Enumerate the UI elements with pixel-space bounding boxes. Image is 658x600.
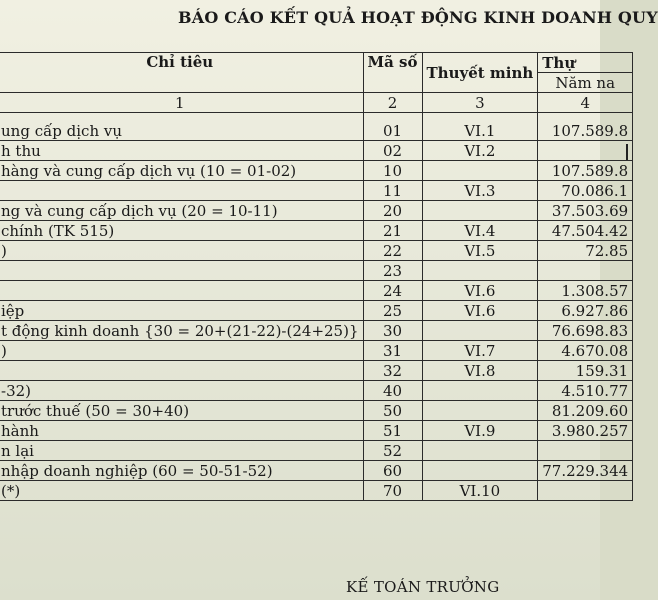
header-row <box>0 53 633 73</box>
code-cell: 70 <box>363 481 422 501</box>
table-row <box>0 241 633 261</box>
note-cell <box>422 201 538 221</box>
table-row <box>0 201 633 221</box>
indicator-cell <box>0 261 363 281</box>
column-number: 2 <box>363 93 422 113</box>
note-cell: VI.5 <box>422 241 538 261</box>
table-row <box>0 221 633 241</box>
table-row <box>0 321 633 341</box>
value-cell <box>538 441 633 461</box>
value-cell <box>538 141 633 161</box>
header-code: Mã số <box>363 53 422 93</box>
table-row <box>0 441 633 461</box>
code-cell: 02 <box>363 141 422 161</box>
note-cell: VI.3 <box>422 181 538 201</box>
note-cell <box>422 461 538 481</box>
indicator-cell: -32) <box>0 381 363 401</box>
indicator-cell <box>0 281 363 301</box>
value-cell: 4.670.08 <box>538 341 633 361</box>
note-cell <box>422 321 538 341</box>
table-row <box>0 301 633 321</box>
code-cell: 10 <box>363 161 422 181</box>
indicator-cell <box>0 361 363 381</box>
report-title: BÁO CÁO KẾT QUẢ HOẠT ĐỘNG KINH DOANH QUY <box>178 8 658 27</box>
note-cell: VI.8 <box>422 361 538 381</box>
note-cell <box>422 261 538 281</box>
value-cell: 107.589.8 <box>538 161 633 181</box>
value-cell <box>538 261 633 281</box>
note-cell: VI.9 <box>422 421 538 441</box>
code-cell: 32 <box>363 361 422 381</box>
note-cell <box>422 381 538 401</box>
code-cell: 01 <box>363 113 422 141</box>
report-table <box>0 52 633 501</box>
note-cell <box>422 161 538 181</box>
note-cell: VI.1 <box>422 113 538 141</box>
note-cell: VI.7 <box>422 341 538 361</box>
code-cell: 31 <box>363 341 422 361</box>
code-cell: 21 <box>363 221 422 241</box>
header-indicator: Chỉ tiêu <box>0 53 363 93</box>
value-cell: 107.589.8 <box>538 113 633 141</box>
note-cell <box>422 441 538 461</box>
indicator-cell: trước thuế (50 = 30+40) <box>0 401 363 421</box>
code-cell: 22 <box>363 241 422 261</box>
value-cell: 159.31 <box>538 361 633 381</box>
value-cell: 37.503.69 <box>538 201 633 221</box>
indicator-cell: iệp <box>0 301 363 321</box>
table-row <box>0 281 633 301</box>
indicator-cell: ) <box>0 241 363 261</box>
table-row <box>0 113 633 141</box>
code-cell: 20 <box>363 201 422 221</box>
indicator-cell: ng và cung cấp dịch vụ (20 = 10-11) <box>0 201 363 221</box>
indicator-cell: hành <box>0 421 363 441</box>
table-row <box>0 481 633 501</box>
code-cell: 30 <box>363 321 422 341</box>
table-row <box>0 181 633 201</box>
value-cell: 1.308.57 <box>538 281 633 301</box>
indicator-cell: t động kinh doanh {30 = 20+(21-22)-(24+25)} <box>0 321 363 341</box>
indicator-cell: h thu <box>0 141 363 161</box>
indicator-cell: nhập doanh nghiệp (60 = 50-51-52) <box>0 461 363 481</box>
column-number: 1 <box>0 93 363 113</box>
value-cell <box>538 481 633 501</box>
value-cell: 6.927.86 <box>538 301 633 321</box>
value-cell: 3.980.257 <box>538 421 633 441</box>
indicator-cell: n lại <box>0 441 363 461</box>
table-row <box>0 341 633 361</box>
table-row <box>0 361 633 381</box>
value-cell: 70.086.1 <box>538 181 633 201</box>
table-row <box>0 461 633 481</box>
code-cell: 60 <box>363 461 422 481</box>
value-cell: 76.698.83 <box>538 321 633 341</box>
note-cell: VI.6 <box>422 301 538 321</box>
code-cell: 24 <box>363 281 422 301</box>
table-row <box>0 421 633 441</box>
text-cursor <box>626 144 628 160</box>
code-cell: 50 <box>363 401 422 421</box>
header-note-text: Thuyết minh <box>426 63 534 82</box>
indicator-cell <box>0 181 363 201</box>
value-cell: 81.209.60 <box>538 401 633 421</box>
value-cell: 77.229.344 <box>538 461 633 481</box>
table-row <box>0 261 633 281</box>
note-cell: VI.10 <box>422 481 538 501</box>
code-cell: 11 <box>363 181 422 201</box>
header-note <box>422 53 538 93</box>
code-cell: 51 <box>363 421 422 441</box>
value-cell: 47.504.42 <box>538 221 633 241</box>
header-period: Thự <box>538 53 633 73</box>
table-row <box>0 161 633 181</box>
code-cell: 23 <box>363 261 422 281</box>
column-number: 3 <box>422 93 538 113</box>
value-cell: 4.510.77 <box>538 381 633 401</box>
column-number-row <box>0 93 633 113</box>
indicator-cell: hàng và cung cấp dịch vụ (10 = 01-02) <box>0 161 363 181</box>
indicator-cell: ) <box>0 341 363 361</box>
table-row <box>0 381 633 401</box>
column-number: 4 <box>538 93 633 113</box>
indicator-cell: (*) <box>0 481 363 501</box>
note-cell: VI.4 <box>422 221 538 241</box>
code-cell: 52 <box>363 441 422 461</box>
chief-accountant-label: KẾ TOÁN TRƯỞNG <box>346 578 500 596</box>
table-row <box>0 401 633 421</box>
note-cell: VI.6 <box>422 281 538 301</box>
indicator-cell: ung cấp dịch vụ <box>0 113 363 141</box>
note-cell <box>422 401 538 421</box>
code-cell: 25 <box>363 301 422 321</box>
code-cell: 40 <box>363 381 422 401</box>
header-year: Năm na <box>538 73 633 93</box>
table-row <box>0 141 633 161</box>
value-cell: 72.85 <box>538 241 633 261</box>
note-cell: VI.2 <box>422 141 538 161</box>
indicator-cell: chính (TK 515) <box>0 221 363 241</box>
